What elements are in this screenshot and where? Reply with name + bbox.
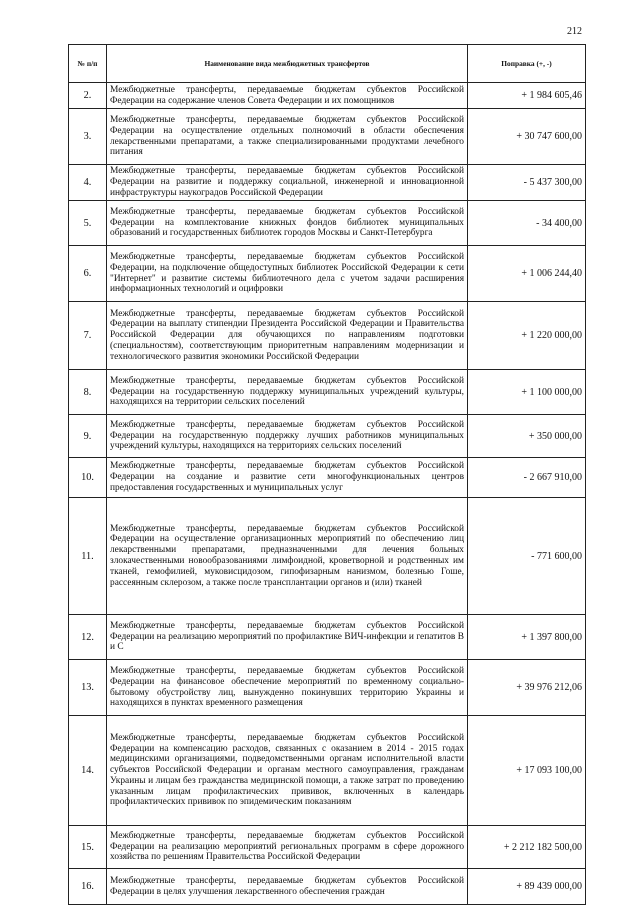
description-line: Правительства Российской Федерации для обучающихся по направлениям: [110, 319, 464, 341]
description-line: расширения информационных технологий и оцифровки: [110, 273, 465, 295]
table-row: [69, 201, 586, 246]
description-line: власти субъектов Российской Федерации и органам местного самоуправления,: [110, 754, 464, 776]
row-description: [107, 498, 468, 615]
table-row: [69, 415, 586, 458]
description-line: Федерации в целях улучшения лекарственного обеспечения граждан: [110, 886, 385, 897]
row-description: [107, 826, 468, 869]
table-row: [69, 869, 586, 905]
table-row: [69, 498, 586, 615]
description-line: образований и государственных библиотек городов Москвы и Санкт-Петербурга: [110, 228, 433, 239]
description-line: Межбюджетные трансферты, передаваемые бюджетам субъектов Российской: [110, 166, 464, 177]
description-line: Федерации на развитие и поддержку социальной, инженерной и инновационной: [110, 177, 464, 188]
table-row: [69, 370, 586, 415]
description-line: лиц лекарственными препаратами, предназначенными для лечения больных: [110, 534, 465, 556]
transfers-table: [68, 44, 586, 905]
row-number: 14.: [69, 716, 107, 826]
description-line: болезнью Гоше, рассеянным склерозом, а также после трансплантации органов и: [110, 566, 465, 588]
description-line: гражданам Украины и лицам без гражданства медицинской помощи, а также: [110, 765, 464, 786]
description-line: Федерации на государственную поддержку лучших работников муниципальных: [110, 430, 464, 441]
description-line: медицинскими организациями, подведомственными органам исполнительной: [110, 754, 433, 765]
row-amount: - 771 600,00: [468, 498, 586, 615]
description-line: учреждений культуры, находящихся на территориях сельских поселений: [110, 441, 402, 452]
description-line: находящихся в пунктах временного размещения: [110, 698, 303, 709]
description-line: модернизации и технологического развития экономики Российской Федерации: [110, 340, 465, 362]
description-line: злокачественными новообразованиями лимфоидной, кроветворной и: [110, 556, 394, 566]
description-line: дорожного хозяйства по решениям Правительства Российской Федерации: [110, 841, 465, 863]
row-description: [107, 165, 468, 201]
page-number: 212: [567, 26, 582, 37]
table-row: [69, 83, 586, 109]
row-description: [107, 201, 468, 246]
description-line: культуры, находящихся на территории сельских поселений: [110, 386, 465, 408]
description-line: Федерации на осуществление отдельных полномочий в области обеспечения: [110, 125, 464, 136]
description-line: Федерации на финансовое обеспечение мероприятий по временному социально-: [110, 676, 464, 687]
description-line: Федерации на содержание членов Совета Федерации и их помощников: [110, 95, 395, 106]
row-number: 3.: [69, 109, 107, 165]
description-line: Межбюджетные трансферты, передаваемые бюджетам субъектов Российской: [110, 84, 464, 95]
row-description: [107, 302, 468, 370]
row-amount: + 39 976 212,06: [468, 660, 586, 716]
description-line: Межбюджетные трансферты, передаваемые бюджетам субъектов Российской: [110, 830, 464, 841]
row-number: 6.: [69, 246, 107, 302]
description-line: Межбюджетные трансферты, передаваемые бюджетам субъектов Российской: [110, 206, 464, 217]
description-line: Федерации на осуществление организационных мероприятий по обеспечению: [110, 534, 444, 545]
row-number: 10.: [69, 458, 107, 498]
description-line: Межбюджетные трансферты, передаваемые бюджетам субъектов Российской: [110, 875, 464, 886]
row-description: [107, 869, 468, 905]
description-line: Федерации на компенсацию расходов, связанных с оказанием в 2014 - 2015 годах: [110, 743, 464, 754]
description-line: Федерации на создание и развитие сети многофункциональных центров: [110, 472, 464, 483]
row-number: 4.: [69, 165, 107, 201]
description-line: инфраструктуры наукоградов Российской Федерации: [110, 187, 323, 198]
description-line: Межбюджетные трансферты, передаваемые бюджетам субъектов Российской: [110, 665, 464, 676]
row-number: 9.: [69, 415, 107, 458]
row-description: [107, 246, 468, 302]
description-line: Федерации на реализацию мероприятий по профилактике ВИЧ-инфекции и: [110, 631, 414, 642]
row-description: [107, 458, 468, 498]
row-amount: + 30 747 600,00: [468, 109, 586, 165]
description-line: Межбюджетные трансферты, передаваемые бюджетам субъектов Российской: [110, 375, 464, 386]
description-line: гепатитов В и С: [110, 631, 465, 653]
table-body: [69, 83, 586, 905]
table-row: [69, 109, 586, 165]
description-line: подготовки (специальностям), соответствующим приоритетным направлениям: [110, 330, 465, 351]
table-row: [69, 458, 586, 498]
description-line: Межбюджетные трансферты, передаваемые бюджетам субъектов Российской: [110, 419, 464, 430]
table-row: [69, 246, 586, 302]
header-name: Наименование вида межбюджетных трансфертов: [107, 45, 468, 83]
row-amount: - 5 437 300,00: [468, 165, 586, 201]
row-number: 12.: [69, 615, 107, 660]
row-number: 16.: [69, 869, 107, 905]
row-amount: + 1 397 800,00: [468, 615, 586, 660]
row-amount: + 1 984 605,46: [468, 83, 586, 109]
description-line: Межбюджетные трансферты, передаваемые бюджетам субъектов Российской: [110, 251, 464, 262]
description-line: бытовому обустройству лиц, вынужденно покинувших территорию Украины и: [110, 687, 464, 698]
row-description: [107, 716, 468, 826]
row-amount: - 2 667 910,00: [468, 458, 586, 498]
description-line: предоставления государственных и муниципальных услуг: [110, 482, 343, 493]
table-row: [69, 615, 586, 660]
table-row: [69, 660, 586, 716]
description-line: родственных им тканей, гемофилией, муковисцидозом, гипофизарным нанизмом,: [110, 556, 464, 577]
row-amount: - 34 400,00: [468, 201, 586, 246]
description-line: Федерации на выплату стипендии Президента Российской Федерации и: [110, 319, 402, 330]
row-amount: + 89 439 000,00: [468, 869, 586, 905]
description-line: Федерации, на подключение общедоступных библиотек Российской Федерации к: [110, 262, 444, 273]
row-amount: + 1 100 000,00: [468, 370, 586, 415]
row-number: 13.: [69, 660, 107, 716]
table-row: [69, 165, 586, 201]
row-description: [107, 109, 468, 165]
row-number: 7.: [69, 302, 107, 370]
description-line: лечебного питания: [110, 136, 464, 158]
description-line: Федерации на государственную поддержку муниципальных учреждений: [110, 386, 419, 397]
header-amount: Поправка (+, -): [468, 45, 586, 83]
description-line: Межбюджетные трансферты, передаваемые бюджетам субъектов Российской: [110, 523, 464, 534]
header-row: [69, 45, 586, 83]
row-number: 11.: [69, 498, 107, 615]
table-row: [69, 826, 586, 869]
row-description: [107, 415, 468, 458]
row-description: [107, 370, 468, 415]
row-number: 5.: [69, 201, 107, 246]
row-number: 8.: [69, 370, 107, 415]
header-num: № п/п: [69, 45, 107, 83]
row-amount: + 17 093 100,00: [468, 716, 586, 826]
description-line: Межбюджетные трансферты, передаваемые бюджетам субъектов Российской: [110, 308, 464, 319]
description-line: лекарственными препаратами, а также специализированными продуктами: [110, 136, 420, 147]
row-number: 15.: [69, 826, 107, 869]
row-amount: + 350 000,00: [468, 415, 586, 458]
table-header: [69, 45, 586, 83]
row-number: 2.: [69, 83, 107, 109]
row-amount: + 1 006 244,40: [468, 246, 586, 302]
table-row: [69, 302, 586, 370]
description-line: сети "Интернет" и развитие системы библиотечного дела с учетом задачи: [110, 262, 465, 284]
row-description: [107, 83, 468, 109]
description-line: включенных в календарь профилактических прививок по эпидемическим: [110, 786, 464, 808]
table-row: [69, 716, 586, 826]
row-amount: + 1 220 000,00: [468, 302, 586, 370]
row-description: [107, 660, 468, 716]
description-line: Межбюджетные трансферты, передаваемые бюджетам субъектов Российской: [110, 461, 464, 472]
description-line: показаниям: [304, 797, 352, 808]
description-line: (или) тканей: [371, 577, 422, 588]
description-line: Межбюджетные трансферты, передаваемые бюджетам субъектов Российской: [110, 114, 464, 125]
description-line: затрат по проведению указанным лицам профилактических прививок,: [110, 775, 465, 797]
description-line: Федерации на комплектование книжных фондов библиотек муниципальных: [110, 217, 464, 228]
row-amount: + 2 212 182 500,00: [468, 826, 586, 869]
description-line: Межбюджетные трансферты, передаваемые бюджетам субъектов Российской: [110, 732, 464, 743]
description-line: Межбюджетные трансферты, передаваемые бюджетам субъектов Российской: [110, 620, 464, 631]
description-line: Федерации на реализацию мероприятий региональных программ в сфере: [110, 841, 417, 852]
row-description: [107, 615, 468, 660]
